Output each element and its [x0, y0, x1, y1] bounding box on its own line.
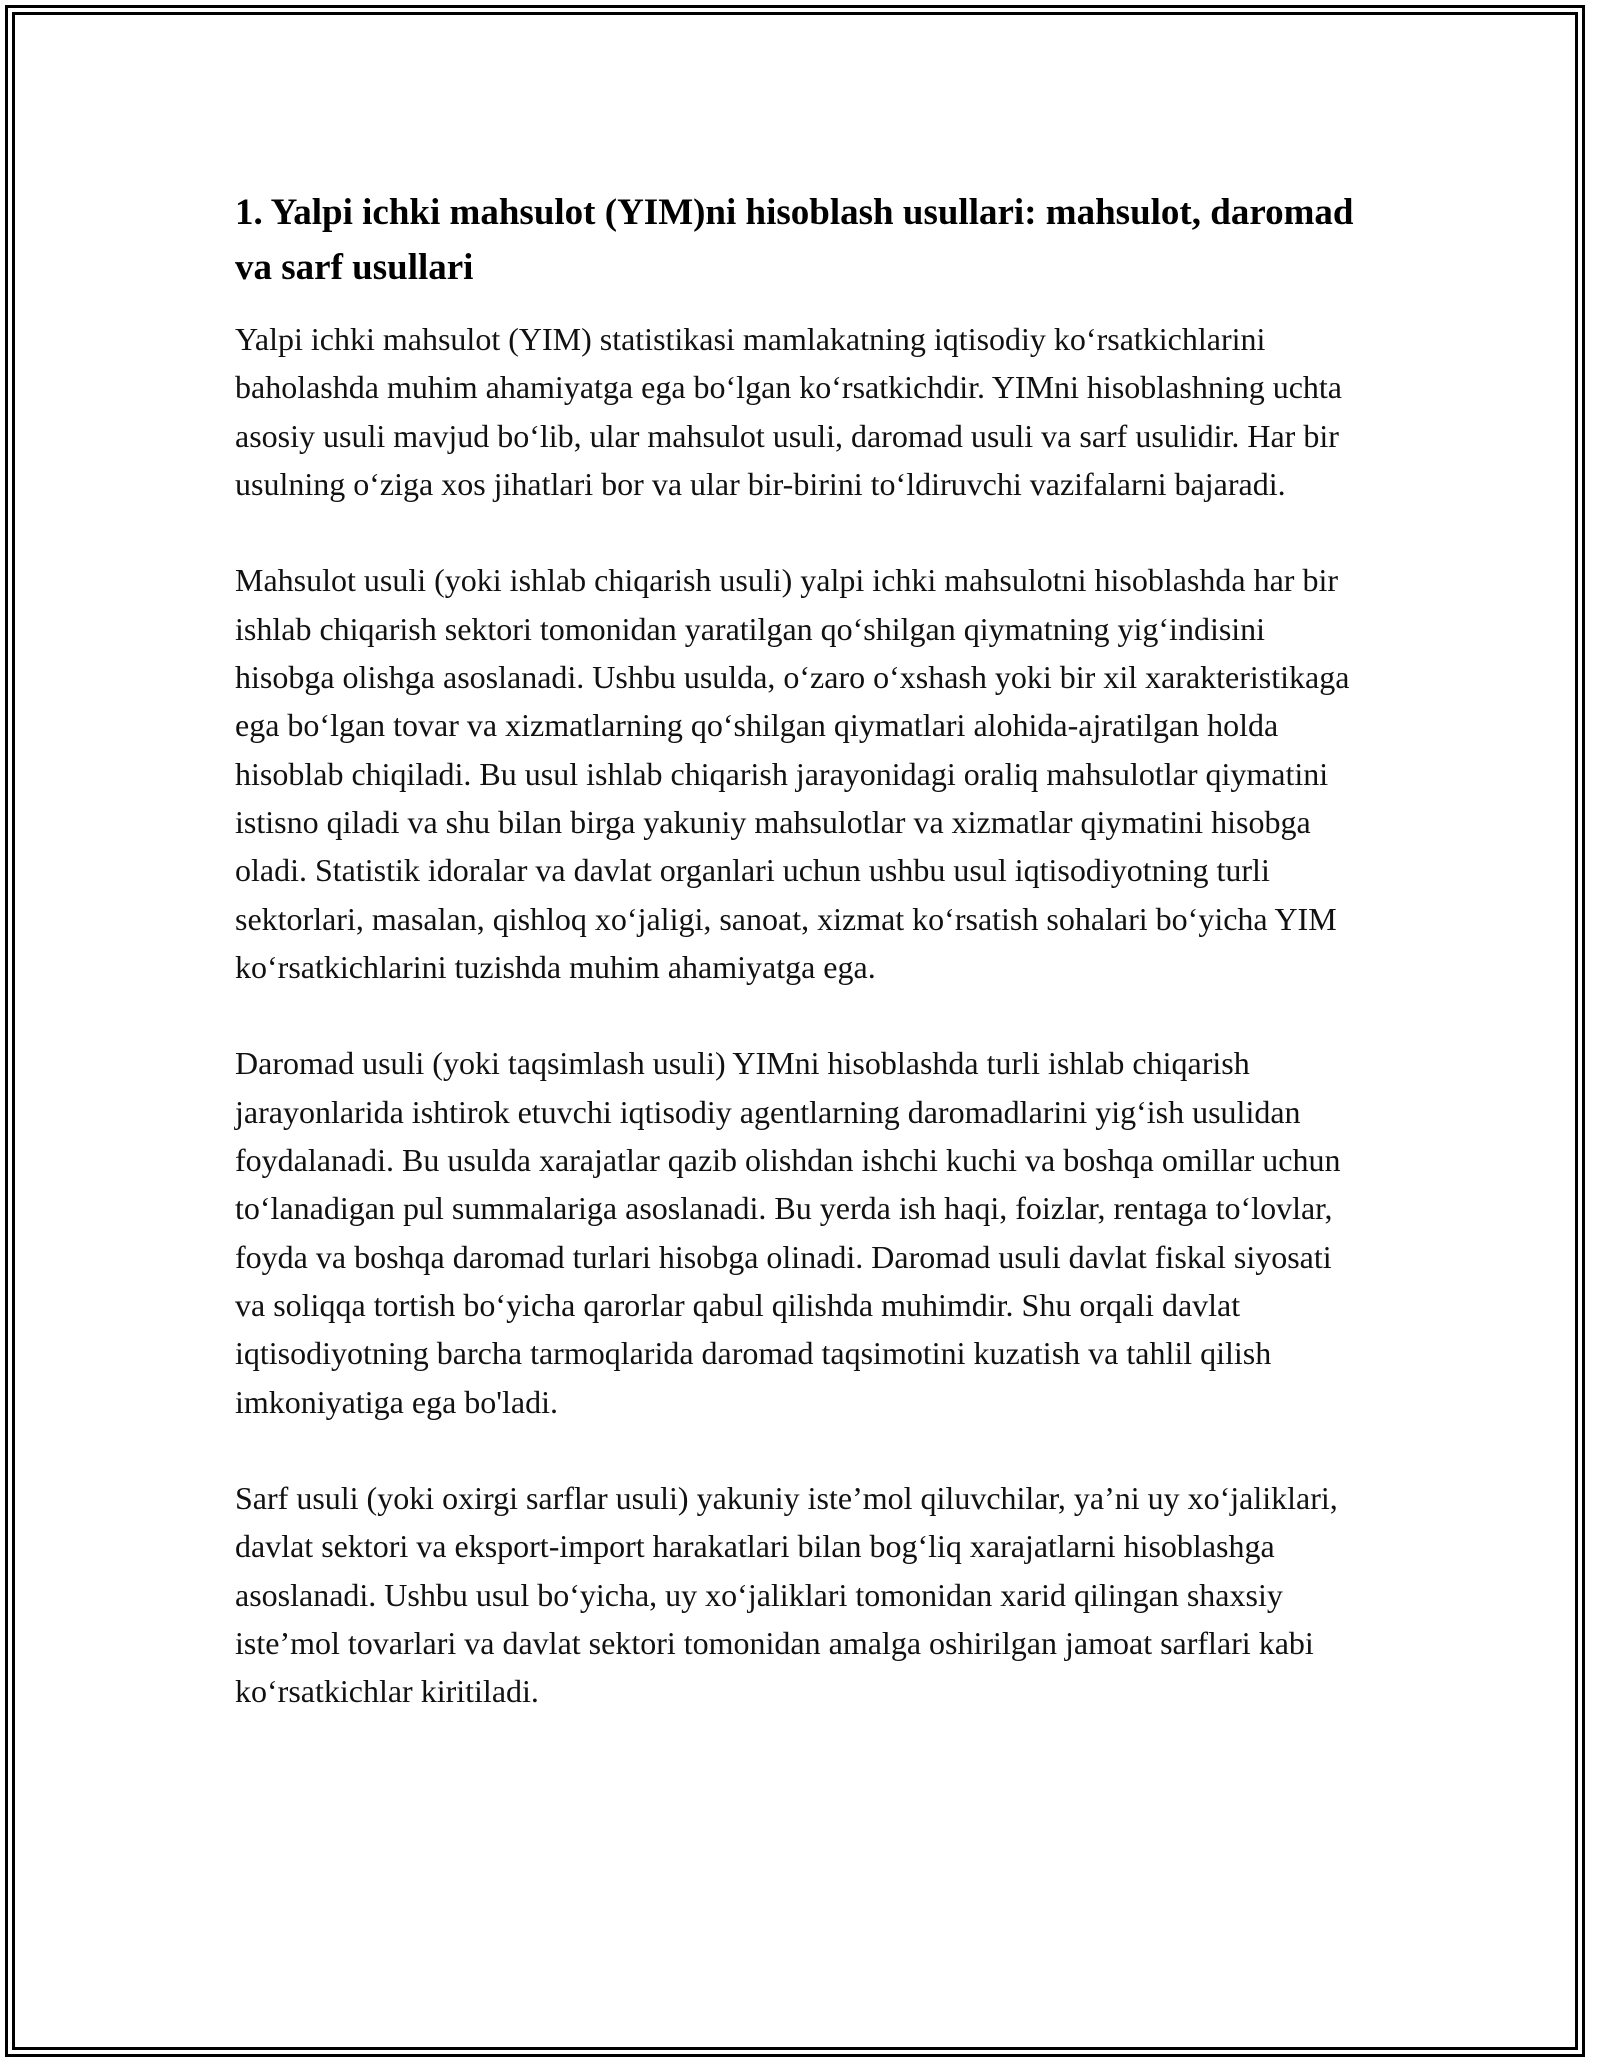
document-body	[235, 185, 1365, 1764]
paragraph-income-method: Daromad usuli (yoki taqsimlash usuli) YIMni hisoblashda turli ishlab chiqarish jarayonlarida ishtirok etuvchi iqtisodiy agentlarning daromadlarini yigʻish usulidan foydalanadi. Bu usulda xarajatlar qazib olishdan ishchi kuchi va boshqa omillar uchun toʻlanadigan pul summalariga asoslanadi. Bu yerda ish haqi, foizlar, rentaga toʻlovlar, foyda va boshqa daromad turlari hisobga olinadi. Daromad usuli davlat fiskal siyosati va soliqqa tortish boʻyicha qarorlar qabul qilishda muhimdir. Shu orqali davlat iqtisodiyotning barcha tarmoqlarida daromad taqsimotini kuzatish va tahlil qilish imkoniyatiga ega bo'ladi.	[235, 1045, 1341, 1420]
paragraph-expenditure-method: Sarf usuli (yoki oxirgi sarflar usuli) yakuniy isteʼmol qiluvchilar, yaʼni uy xoʻjaliklari, davlat sektori va eksport-import harakatlari bilan bogʻliq xarajatlarni hisoblashga asoslanadi. Ushbu usul boʻyicha, uy xoʻjaliklari tomonidan xarid qilingan shaxsiy isteʼmol tovarlari va davlat sektori tomonidan amalga oshirilgan jamoat sarflari kabi koʻrsatkichlar kiritiladi.	[235, 1480, 1338, 1710]
section-heading: 1. Yalpi ichki mahsulot (YIM)ni hisoblash usullari: mahsulot, daromad va sarf usullari	[235, 192, 1354, 288]
paragraph-intro: Yalpi ichki mahsulot (YIM) statistikasi mamlakatning iqtisodiy koʻrsatkichlarini baholashda muhim ahamiyatga ega boʻlgan koʻrsatkichdir. YIMni hisoblashning uchta asosiy usuli mavjud boʻlib, ular mahsulot usuli, daromad usuli va sarf usulidir. Har bir usulning oʻziga xos jihatlari bor va ular bir-birini toʻldiruvchi vazifalarni bajaradi.	[235, 321, 1342, 502]
paragraph-product-method: Mahsulot usuli (yoki ishlab chiqarish usuli) yalpi ichki mahsulotni hisoblashda har bir ishlab chiqarish sektori tomonidan yaratilgan qoʻshilgan qiymatning yigʻindisini hisobga olishga asoslanadi. Ushbu usulda, oʻzaro oʻxshash yoki bir xil xarakteristikaga ega boʻlgan tovar va xizmatlarning qoʻshilgan qiymatlari alohida-ajratilgan holda hisoblab chiqiladi. Bu usul ishlab chiqarish jarayonidagi oraliq mahsulotlar qiymatini istisno qiladi va shu bilan birga yakuniy mahsulotlar va xizmatlar qiymatini hisobga oladi. Statistik idoralar va davlat organlari uchun ushbu usul iqtisodiyotning turli sektorlari, masalan, qishloq xoʻjaligi, sanoat, xizmat koʻrsatish sohalari boʻyicha YIM koʻrsatkichlarini tuzishda muhim ahamiyatga ega.	[235, 562, 1350, 985]
